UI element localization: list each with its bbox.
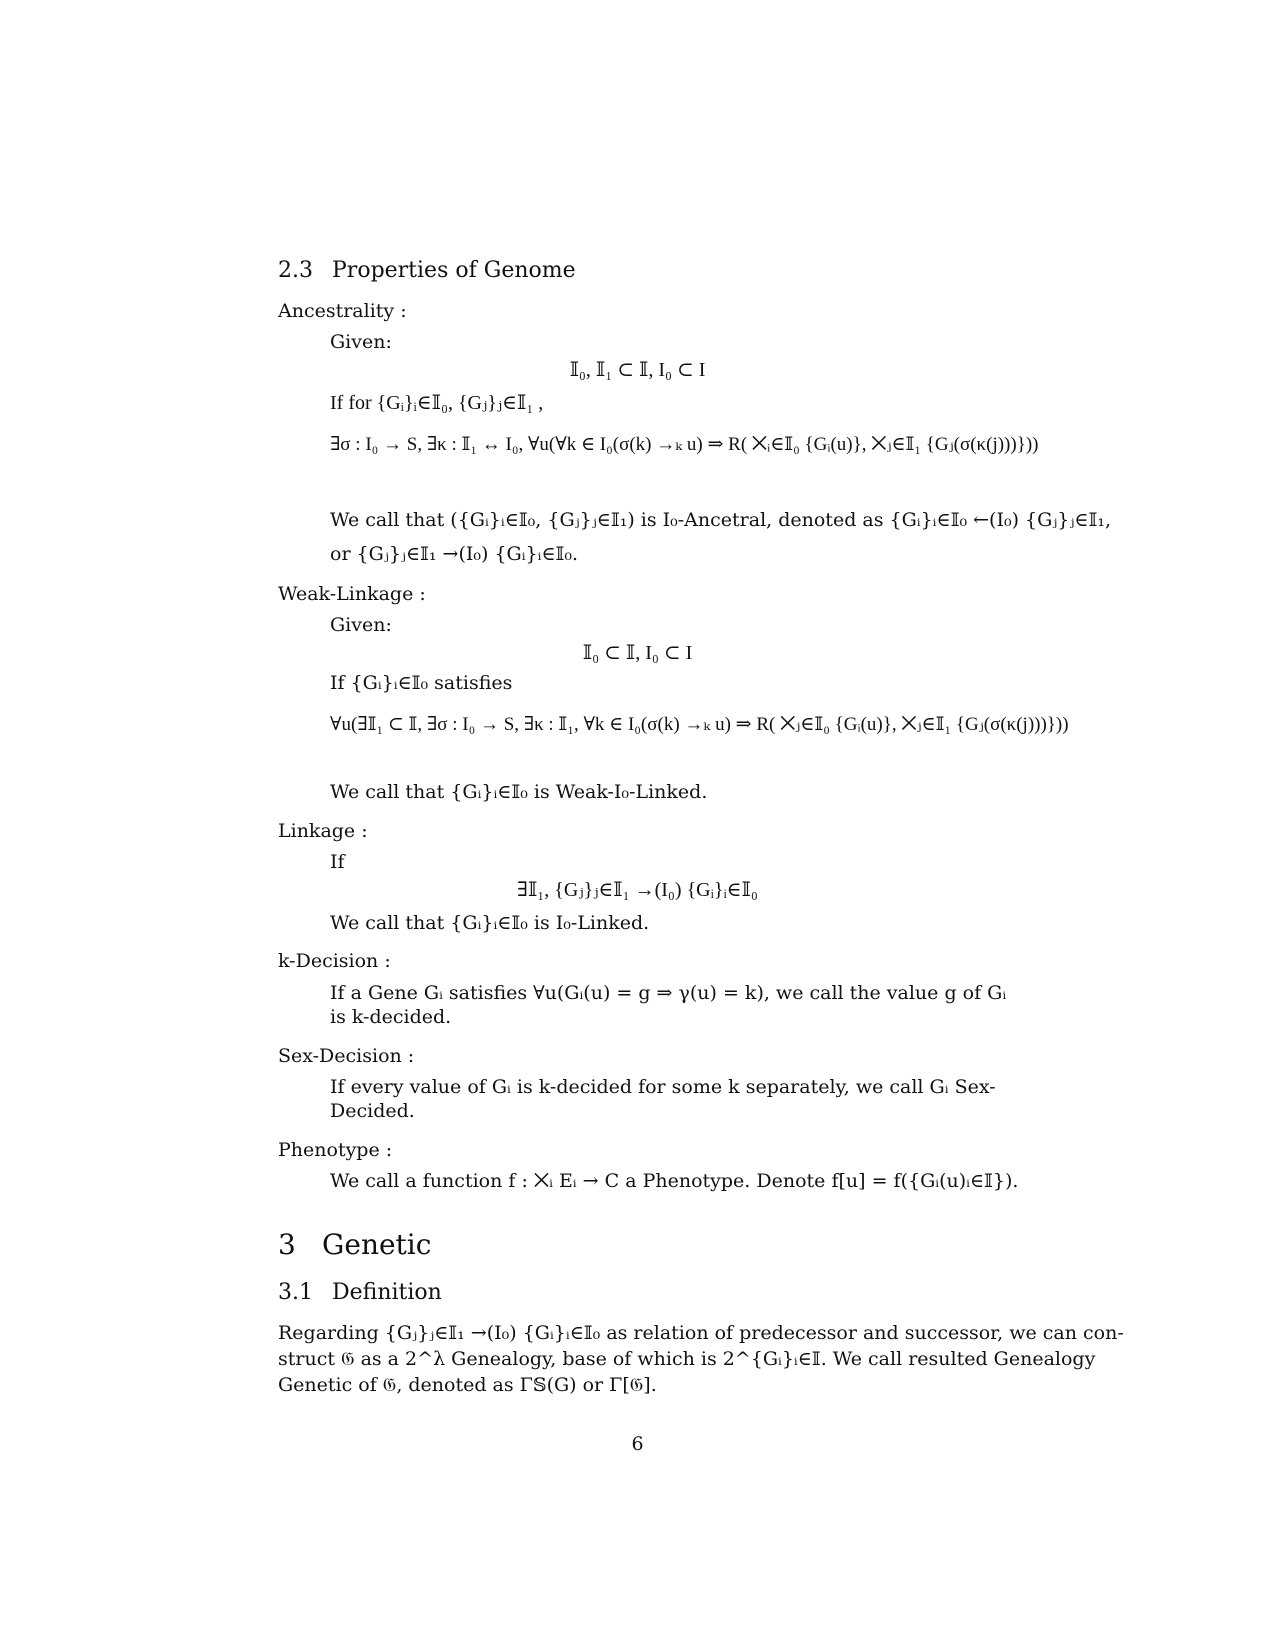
- weak-linkage-label: Weak-Linkage :: [278, 583, 426, 605]
- sex-decision-label: Sex-Decision :: [278, 1045, 415, 1067]
- sex-decision-text-line1: If every value of Gᵢ is k-decided for some k separately, we call Gᵢ Sex-: [330, 1076, 996, 1098]
- phenotype-label: Phenotype :: [278, 1139, 393, 1161]
- section-number: 3: [278, 1228, 296, 1261]
- k-decision-text-line1: If a Gene Gᵢ satisfies ∀u(Gᵢ(u) = g ⇒ γ(u) = k), we call the value g of Gᵢ: [330, 982, 1007, 1004]
- ancestrality-label: Ancestrality :: [278, 300, 407, 322]
- ancestrality-given-formula: 𝕀₀, 𝕀₁ ⊂ 𝕀, I₀ ⊂ I: [569, 359, 706, 381]
- page-number: 6: [631, 1433, 644, 1455]
- phenotype-text: We call a function f : ⨉ᵢ Eᵢ → C a Phenotype. Denote f[u] = f({Gᵢ(u)ᵢ∈𝕀}).: [330, 1170, 1019, 1192]
- section-heading-2-3: [278, 258, 576, 283]
- section-number: 3.1: [278, 1280, 313, 1305]
- k-decision-text-line2: is k-decided.: [330, 1006, 452, 1028]
- ancestrality-conclusion-line2: or {Gⱼ}ⱼ∈𝕀₁ →(I₀) {Gᵢ}ᵢ∈𝕀₀.: [330, 543, 579, 565]
- section-title: Definition: [332, 1280, 442, 1305]
- linkage-formula: ∃𝕀₁, {Gⱼ}ⱼ∈𝕀₁ →(I₀) {Gᵢ}ᵢ∈𝕀₀: [517, 879, 758, 901]
- ancestrality-if-for: If for {Gᵢ}ᵢ∈𝕀₀, {Gⱼ}ⱼ∈𝕀₁ ,: [330, 392, 544, 414]
- ancestrality-condition-formula: ∃σ : I₀ → S, ∃κ : 𝕀₁ ↔ I₀, ∀u(∀k ∈ I₀(σ(k) →ₖ u) ⇒ R( ⨉ᵢ∈𝕀₀ {Gᵢ(u)}, ⨉ⱼ∈𝕀₁ {Gⱼ(σ(κ(j)))})): [330, 434, 1039, 455]
- ancestrality-given: Given:: [330, 331, 392, 353]
- k-decision-label: k-Decision :: [278, 950, 391, 972]
- section-heading-3-1: [278, 1280, 442, 1305]
- section-title: Genetic: [322, 1228, 432, 1261]
- linkage-if: If: [330, 851, 345, 873]
- definition-line3: Genetic of 𝔊, denoted as Γ𝕊(G) or Γ[𝔊].: [278, 1374, 657, 1396]
- weak-linkage-condition-formula: ∀u(∃𝕀₁ ⊂ 𝕀, ∃σ : I₀ → S, ∃κ : 𝕀₁, ∀k ∈ I₀(σ(k) →ₖ u) ⇒ R( ⨉ⱼ∈𝕀₀ {Gᵢ(u)}, ⨉ⱼ∈𝕀₁ {Gⱼ(σ(κ(j)))})): [330, 714, 1069, 735]
- definition-line1: Regarding {Gⱼ}ⱼ∈𝕀₁ →(I₀) {Gᵢ}ᵢ∈𝕀₀ as relation of predecessor and successor, we can con-: [278, 1322, 1124, 1344]
- section-title: Properties of Genome: [332, 258, 576, 283]
- ancestrality-conclusion-line1: We call that ({Gᵢ}ᵢ∈𝕀₀, {Gⱼ}ⱼ∈𝕀₁) is I₀-Ancetral, denoted as {Gᵢ}ᵢ∈𝕀₀ ←(I₀) {Gⱼ}ⱼ∈𝕀₁,: [330, 509, 1112, 531]
- section-number: 2.3: [278, 258, 313, 283]
- weak-linkage-if-satisfies: If {Gᵢ}ᵢ∈𝕀₀ satisfies: [330, 672, 513, 694]
- sex-decision-text-line2: Decided.: [330, 1100, 415, 1122]
- weak-linkage-given: Given:: [330, 614, 392, 636]
- linkage-label: Linkage :: [278, 820, 368, 842]
- definition-line2: struct 𝔊 as a 2^λ Genealogy, base of which is 2^{Gᵢ}ᵢ∈𝕀. We call resulted Genealogy: [278, 1348, 1096, 1370]
- weak-linkage-conclusion: We call that {Gᵢ}ᵢ∈𝕀₀ is Weak-I₀-Linked.: [330, 781, 708, 803]
- section-heading-3: [278, 1228, 431, 1261]
- linkage-conclusion: We call that {Gᵢ}ᵢ∈𝕀₀ is I₀-Linked.: [330, 912, 650, 934]
- weak-linkage-given-formula: 𝕀₀ ⊂ 𝕀, I₀ ⊂ I: [582, 642, 693, 664]
